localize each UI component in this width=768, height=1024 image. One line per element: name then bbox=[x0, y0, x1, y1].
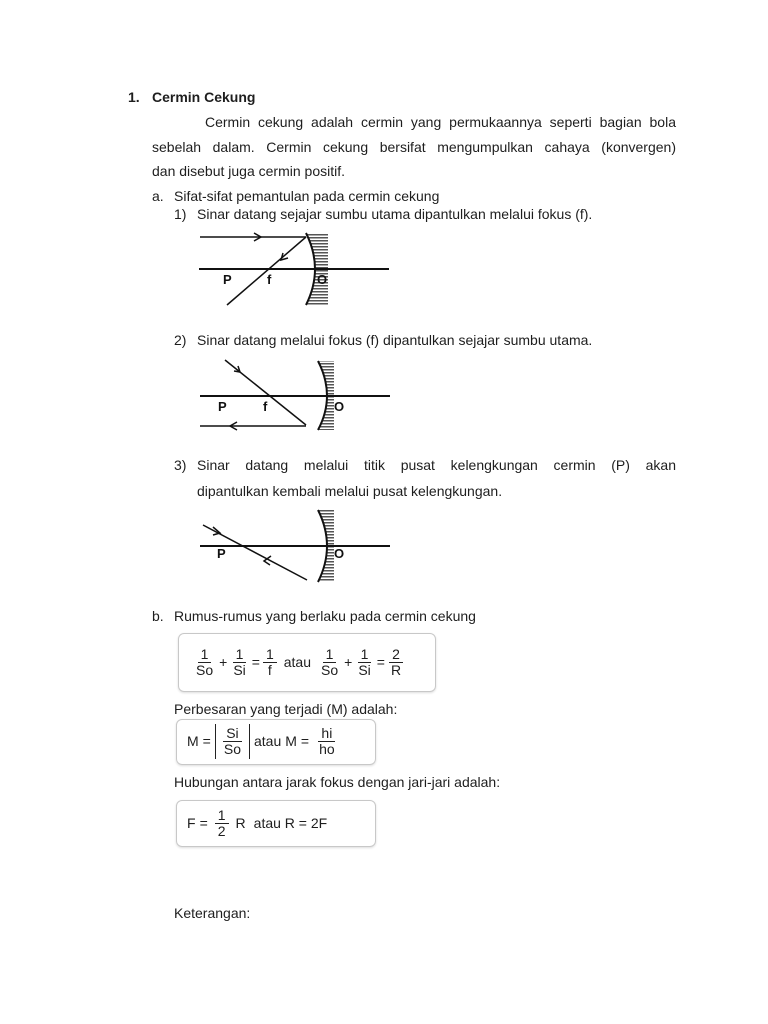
numerator: 1 bbox=[198, 647, 212, 663]
label-p: P bbox=[223, 272, 232, 287]
item-text: Sinar datang melalui titik pusat kelengkungan cermin (P) akan bbox=[197, 457, 676, 473]
label-f: f bbox=[263, 399, 268, 414]
item-number: 3) bbox=[174, 457, 187, 473]
symbol: F bbox=[187, 815, 196, 831]
operator: + bbox=[344, 654, 353, 670]
part-b-title: Rumus-rumus yang berlaku pada cermin cekung bbox=[174, 608, 476, 624]
denominator: f bbox=[267, 661, 272, 678]
ray-diagram-3 bbox=[200, 510, 390, 582]
item-text: dipantulkan kembali melalui pusat kelengkungan. bbox=[197, 483, 503, 499]
denominator: Si bbox=[233, 661, 246, 678]
absolute-value bbox=[215, 724, 250, 759]
operator: = bbox=[202, 733, 211, 749]
label-o: O bbox=[317, 272, 328, 287]
symbol: M bbox=[285, 733, 297, 749]
operator: = bbox=[199, 815, 208, 831]
item-text: Sinar datang melalui fokus (f) dipantulkan sejajar sumbu utama. bbox=[197, 332, 593, 348]
item-number: 1) bbox=[174, 206, 187, 222]
numerator: 1 bbox=[215, 808, 229, 824]
magnification-equation bbox=[187, 722, 341, 760]
numerator: 1 bbox=[263, 647, 277, 663]
item-number: 2) bbox=[174, 332, 187, 348]
keterangan-label: Keterangan: bbox=[174, 905, 251, 921]
part-a-title: Sifat-sifat pemantulan pada cermin cekung bbox=[174, 188, 440, 204]
symbol: R bbox=[235, 815, 246, 831]
label-o: O bbox=[334, 399, 345, 414]
operator: + bbox=[219, 654, 228, 670]
label-p: P bbox=[218, 399, 227, 414]
section-title: Cermin Cekung bbox=[152, 89, 256, 105]
operator: = bbox=[251, 654, 260, 670]
ray-diagram-2 bbox=[200, 360, 390, 430]
numerator: hi bbox=[318, 726, 335, 742]
operator: = bbox=[376, 654, 385, 670]
numerator: 1 bbox=[358, 647, 372, 663]
magnification-label: Perbesaran yang terjadi (M) adalah: bbox=[174, 701, 398, 717]
denominator: So bbox=[196, 661, 214, 678]
ray-diagram-1 bbox=[199, 233, 389, 305]
numerator: 1 bbox=[233, 647, 247, 663]
item-text: Sinar datang sejajar sumbu utama dipantulkan melalui fokus (f). bbox=[197, 206, 593, 222]
intro-line: sebelah dalam. Cermin cekung bersifat mengumpulkan cahaya (konvergen) bbox=[152, 139, 676, 155]
denominator: 2 bbox=[217, 822, 226, 839]
denominator: So bbox=[321, 661, 339, 678]
focus-label: Hubungan antara jarak fokus dengan jari-jari adalah: bbox=[174, 774, 501, 790]
section-number: 1. bbox=[128, 89, 140, 105]
denominator: ho bbox=[319, 740, 335, 757]
atau-text: atau bbox=[283, 654, 311, 670]
atau-text: atau bbox=[253, 733, 282, 749]
part-a-label: a. bbox=[152, 188, 164, 204]
symbol: M bbox=[187, 733, 199, 749]
intro-line: Cermin cekung adalah cermin yang permukaannya seperti bagian bola bbox=[205, 114, 676, 130]
denominator: So bbox=[223, 740, 241, 757]
label-f: f bbox=[267, 272, 272, 287]
intro-line: dan disebut juga cermin positif. bbox=[152, 163, 345, 179]
focus-equation bbox=[187, 804, 331, 842]
numerator: 1 bbox=[323, 647, 337, 663]
numerator: 2 bbox=[389, 647, 403, 663]
part-b-label: b. bbox=[152, 608, 164, 624]
operator: = bbox=[300, 733, 310, 749]
numerator: Si bbox=[223, 726, 241, 742]
label-p: P bbox=[217, 546, 226, 561]
label-o: O bbox=[334, 546, 345, 561]
mirror-equation bbox=[190, 643, 407, 681]
formula-rest: atau R = 2F bbox=[253, 815, 328, 831]
denominator: Si bbox=[358, 661, 371, 678]
denominator: R bbox=[390, 661, 402, 678]
